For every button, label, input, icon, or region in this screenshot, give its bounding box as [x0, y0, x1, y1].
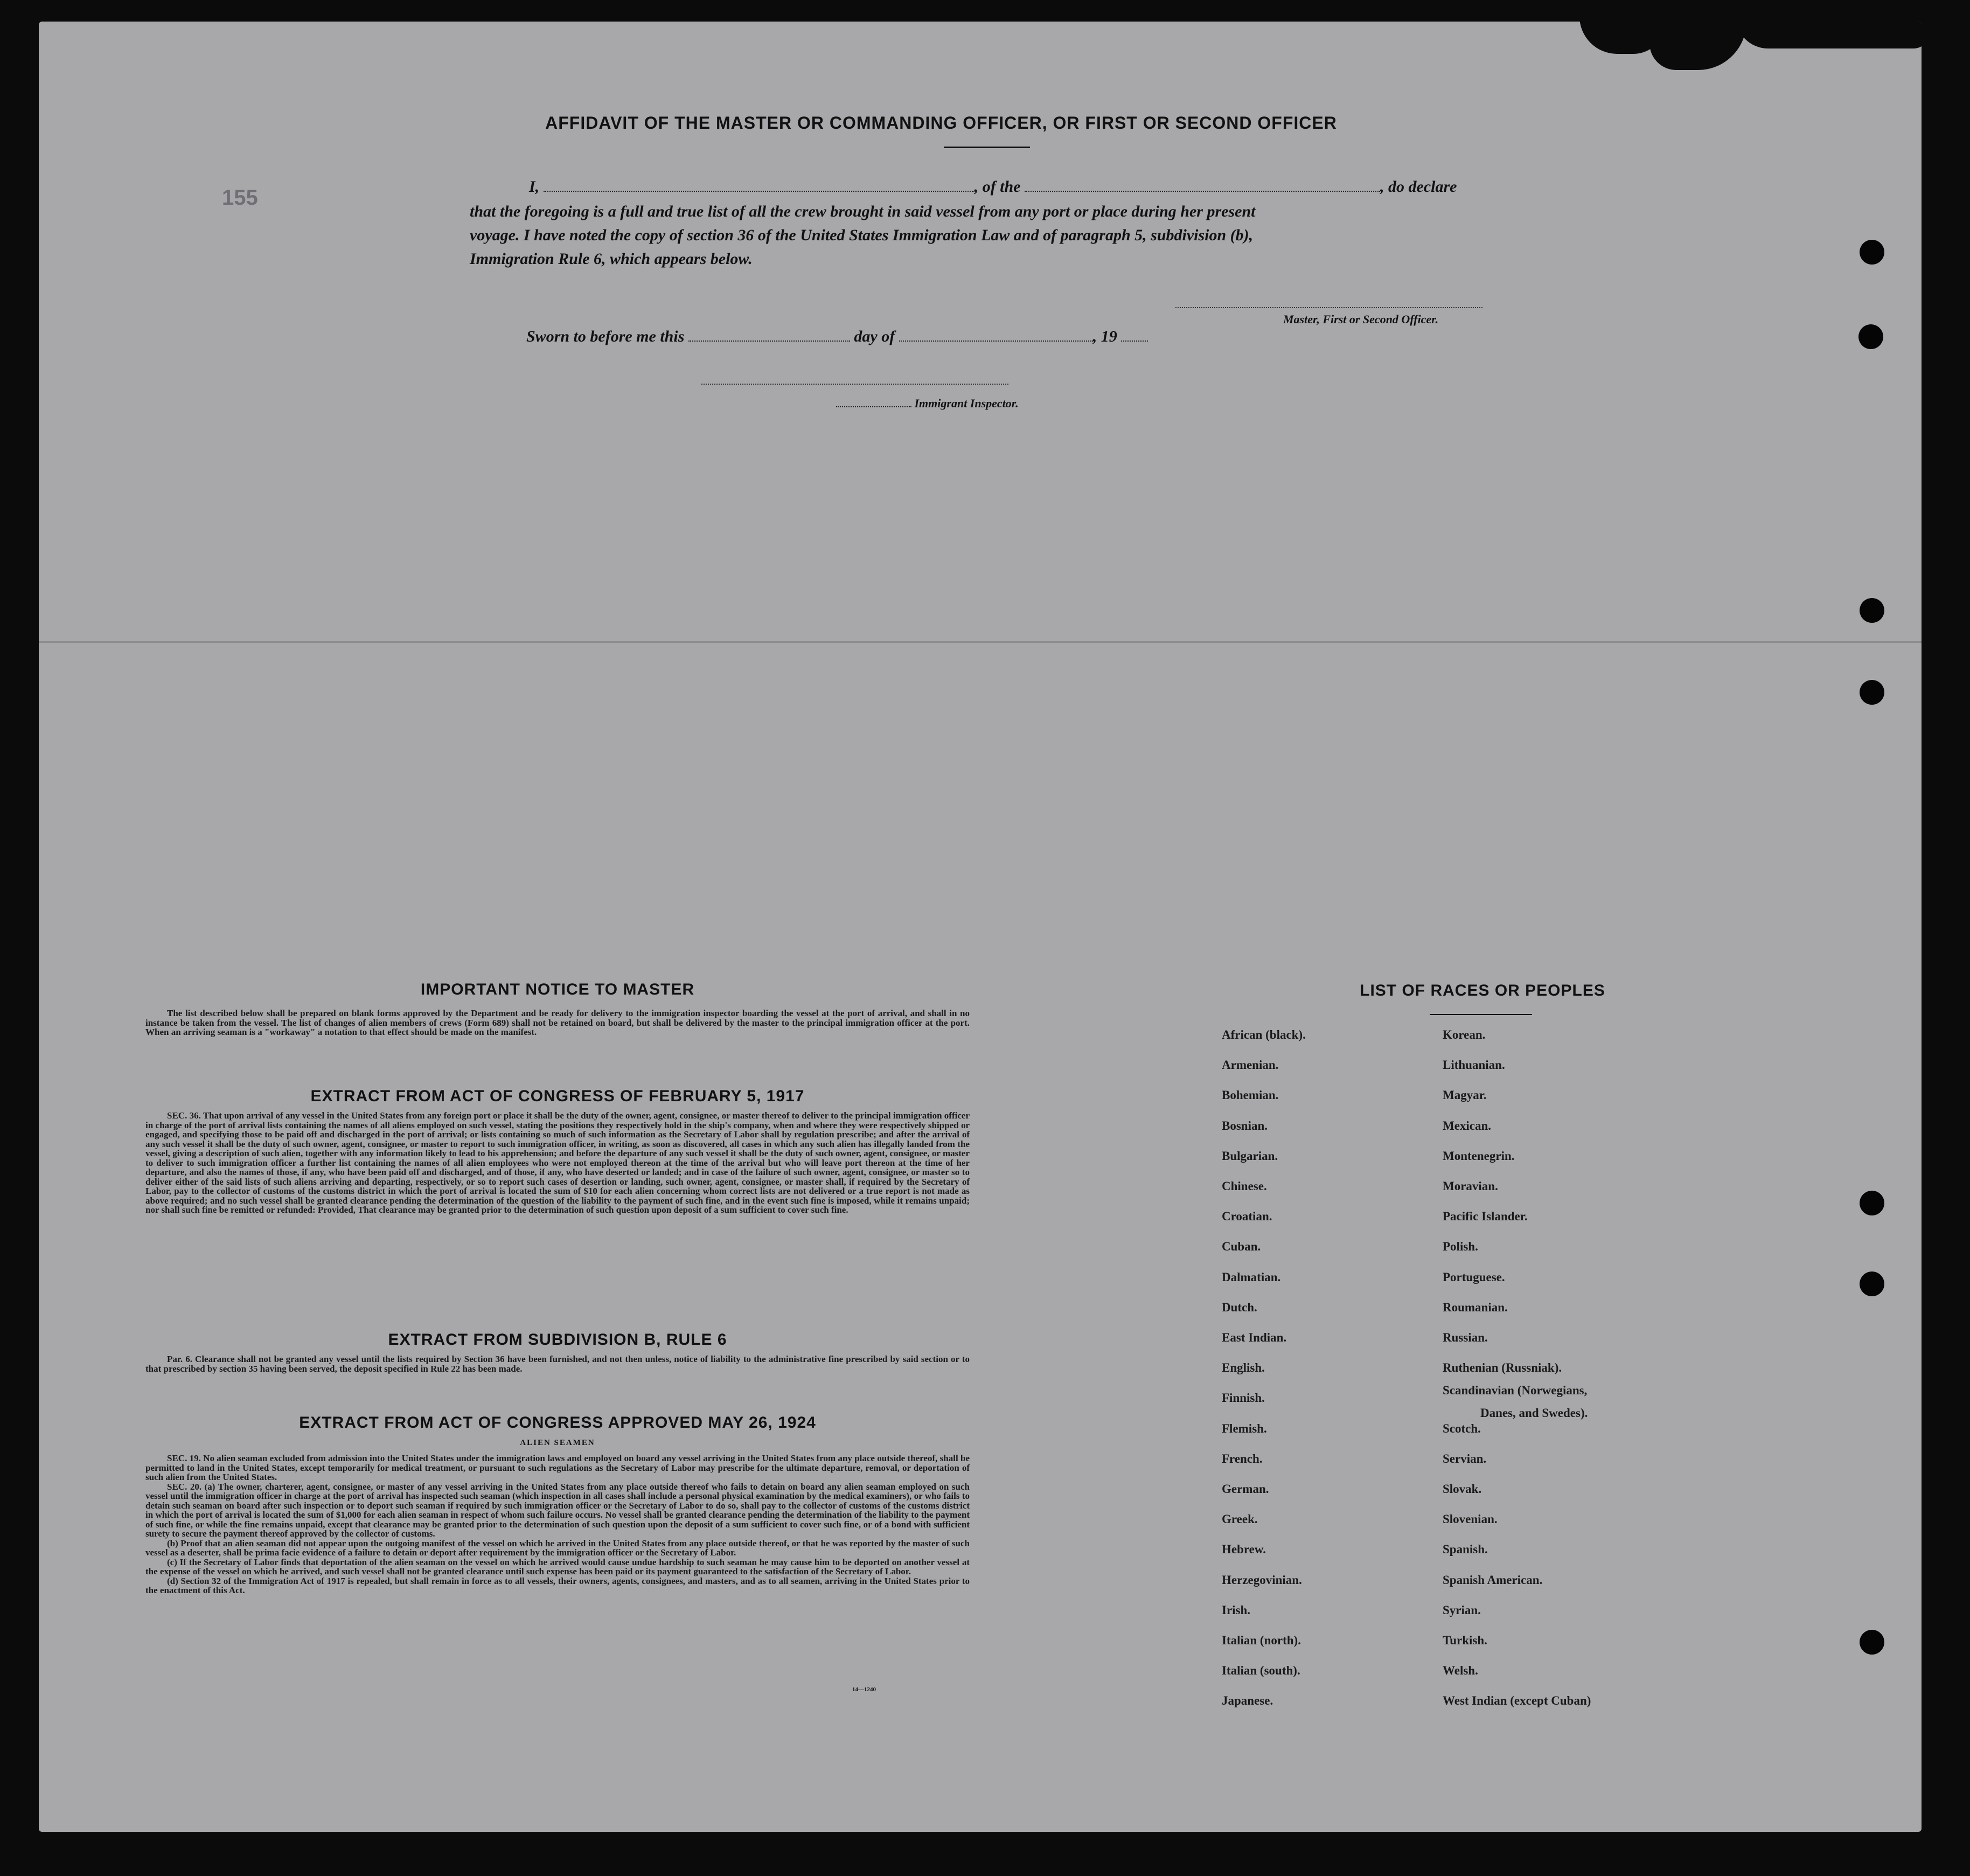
name-blank[interactable] — [544, 179, 974, 192]
race-item: Montenegrin. — [1443, 1149, 1515, 1163]
race-item: Bulgarian. — [1222, 1149, 1278, 1163]
race-item: Syrian. — [1443, 1603, 1481, 1617]
race-item: Greek. — [1222, 1512, 1258, 1526]
torn-corner-3 — [1736, 22, 1922, 48]
sworn-label: Sworn to before me this — [526, 328, 685, 345]
inspector-signature-line[interactable] — [701, 384, 1008, 385]
race-item: Japanese. — [1222, 1694, 1273, 1708]
form-number: 14—1240 — [852, 1686, 876, 1693]
year-blank[interactable] — [1121, 329, 1148, 342]
race-item: Korean. — [1443, 1028, 1486, 1041]
race-item: Welsh. — [1443, 1664, 1478, 1678]
sec19-paragraph: SEC. 19. No alien seaman excluded from admission into the United States under the immigration laws and employed on board any vessel arriving in the United States from any place outside thereof, shall be permitted to land in the United States, except temporarily for medical treatment, or pursuant to such regulations as the Secretary of Labor may prescribe for the ultimate departure, removal, or deportation of such alien from the United States. — [145, 1453, 970, 1482]
sec20c-paragraph: (c) If the Secretary of Labor finds that deportation of the alien seaman on the vessel on which he arrived would cause undue hardship to such seaman he may cause him to be deported on another vessel at the expense of the vessel on which he arrived, and such vessel shall not be granted clearance until such expense has been paid or its payment guaranteed to the satisfaction of the Secretary of Labor. — [145, 1557, 970, 1576]
race-item: Irish. — [1222, 1603, 1251, 1617]
extract-rule6-title: EXTRACT FROM SUBDIVISION B, RULE 6 — [388, 1331, 727, 1349]
day-of-label: day of — [854, 328, 895, 345]
race-item: Cuban. — [1222, 1240, 1261, 1254]
races-title: LIST OF RACES OR PEOPLES — [1360, 982, 1605, 999]
race-item: Scandinavian (Norwegians, — [1443, 1384, 1588, 1398]
races-underline — [1430, 1014, 1532, 1015]
race-item: Slovenian. — [1443, 1512, 1498, 1526]
i-label: I, — [529, 178, 540, 196]
notice-text — [145, 1009, 970, 1037]
race-item: Armenian. — [1222, 1058, 1279, 1072]
binder-hole — [1860, 240, 1884, 265]
race-item: Italian (south). — [1222, 1664, 1300, 1678]
race-item: Bohemian. — [1222, 1088, 1279, 1102]
race-item: Mexican. — [1443, 1118, 1492, 1132]
race-item: Scotch. — [1443, 1421, 1481, 1435]
race-item: Chinese. — [1222, 1179, 1267, 1193]
race-item: East Indian. — [1222, 1331, 1287, 1344]
race-item: English. — [1222, 1361, 1265, 1375]
extract-1924-text — [145, 1454, 970, 1595]
extract-1924-title: EXTRACT FROM ACT OF CONGRESS APPROVED MAY 26, 1924 — [299, 1414, 816, 1432]
notice-paragraph: The list described below shall be prepared on blank forms approved by the Department and be ready for delivery to the immigration inspector boarding the vessel at the port of arrival, and shall in no instance be taken from the vessel. The list of changes of alien members of crews (Form 689) shall not be retained on board, but shall be delivered by the master to the principal immigration officer at the port. When an arriving seaman is a "workaway" a notation to that effect should be made on the manifest. — [145, 1008, 970, 1037]
race-item: German. — [1222, 1482, 1269, 1496]
affidavit-line-2: voyage. I have noted the copy of section 36 of the United States Immigration Law and of paragraph 5, subdivision (b), — [470, 226, 1254, 244]
fold-line — [39, 641, 1922, 643]
race-item: Hebrew. — [1222, 1543, 1266, 1557]
extract-1924-subtitle: ALIEN SEAMEN — [520, 1439, 595, 1447]
race-item: Roumanian. — [1443, 1300, 1508, 1314]
inspector-blank — [836, 400, 911, 407]
race-item: Slovak. — [1443, 1482, 1482, 1496]
form-page — [39, 22, 1922, 1832]
race-item: Bosnian. — [1222, 1118, 1268, 1132]
affidavit-line-3: Immigration Rule 6, which appears below. — [470, 250, 753, 268]
master-signature-label: Master, First or Second Officer. — [1283, 312, 1439, 326]
faded-stamp-number: 155 — [222, 186, 258, 210]
race-item: Dutch. — [1222, 1300, 1257, 1314]
race-item: Pacific Islander. — [1443, 1210, 1528, 1224]
vessel-blank[interactable] — [1025, 179, 1380, 192]
title-underline — [944, 147, 1030, 148]
race-item: Italian (north). — [1222, 1634, 1301, 1647]
race-item: Turkish. — [1443, 1634, 1487, 1647]
race-item: Finnish. — [1222, 1391, 1265, 1405]
month-blank[interactable] — [899, 329, 1093, 342]
affidavit-line-1: that the foregoing is a full and true list of all the crew brought in said vessel from any port or place during her present — [470, 203, 1256, 220]
sec20d-paragraph: (d) Section 32 of the Immigration Act of 1917 is repealed, but shall remain in force as to all vessels, their owners, agents, consignees, and masters, and as to all seamen, arriving in the United States prior to the enactment of this Act. — [145, 1575, 970, 1595]
binder-hole — [1860, 1630, 1884, 1655]
extract-1917-paragraph: SEC. 36. That upon arrival of any vessel in the United States from any foreign port or place it shall be the duty of the owner, agent, consignee, or master thereof to deliver to the principal immigration officer in charge of the port of arrival lists containing the names of all aliens employed on such vessel, stating the positions they respectively hold in the ship's company, when and where they were respectively shipped or engaged, and specifying those to be paid off and discharged in the port of arrival; or lists containing so much of such information as the Secretary of Labor shall by regulation prescribe; and after the arrival of any such vessel it shall be the duty of such owner, agent, consignee, or master to report to such immigration officer, in writing, as soon as discovered, all cases in which any such alien has illegally landed from the vessel, giving a description of such alien, together with any information likely to lead to his apprehension; and before the departure of any such vessel it shall be the duty of such owner, agent, consignee, or master to deliver to such immigration officer a further list containing the names of all alien employees who were not employed thereon at the time of the arrival but who will leave port thereon at the time of her departure, and also the names of those, if any, who have been paid off and discharged, and of those, if any, who have deserted or landed; and in case of the failure of such owner, agent, consignee, or master so to deliver either of the said lists of such aliens arriving and departing, respectively, or so to report such cases of desertion or landing, such owner, agent, consignee, or master shall, if required by the Secretary of Labor, pay to the collector of customs of the customs district in which the port of arrival is located the sum of $10 for each alien concerning whom correct lists are not delivered or a true report is not made as above required; and no such vessel shall be granted clearance pending the determination of the question of the liability to the payment of such fine, and in the event such fine is imposed, while it remains unpaid; nor shall such fine be remitted or refunded: Provided, That clearance may be granted prior to the determination of such question upon deposit of a sum sufficient to cover such fine. — [145, 1110, 970, 1215]
do-declare-label: , do declare — [1380, 178, 1457, 196]
race-item: Flemish. — [1222, 1421, 1267, 1435]
sec20b-paragraph: (b) Proof that an alien seaman did not appear upon the outgoing manifest of the vessel on which he arrived in the United States from any place outside thereof, or that he was reported by the master of such vessel as a deserter, shall be prima facie evidence of a failure to detain or deport after requirement by the immigration officer or the Secretary of Labor. — [145, 1538, 970, 1558]
race-item: Dalmatian. — [1222, 1270, 1281, 1284]
inspector-label: Immigrant Inspector. — [914, 397, 1019, 410]
year-prefix: , 19 — [1092, 328, 1117, 345]
extract-rule6-paragraph: Par. 6. Clearance shall not be granted any vessel until the lists required by Section 36 have been furnished, and not then unless, notice of liability to the administrative fine prescribed by said section or to that prescribed by section 35 having been served, the deposit specified in Rule 22 has been made. — [145, 1354, 970, 1374]
inspector-signature-label — [836, 397, 1019, 411]
sec20a-paragraph: SEC. 20. (a) The owner, charterer, agent, consignee, or master of any vessel arriving in the United States from any place outside thereof who fails to detain on board any alien seaman employed on such vessel until the immigration officer in charge at the port of arrival has inspected such seaman (which inspection in all cases shall include a personal physical examination by the medical examiners), or who fails to detain such seaman on board after such inspection or to deport such seaman if required by such immigration officer or the Secretary of Labor to do so, shall pay to the collector of customs of the customs district in which the port of arrival is located the sum of $1,000 for each alien seaman in respect of whom such failure occurs. No vessel shall be granted clearance pending the determination of the liability to the payment of such fine, or while the fine remains unpaid, except that clearance may be granted prior to the determination of such question upon the deposit of a sum sufficient to cover such fine, or of a bond with sufficient surety to secure the payment thereof approved by the collector of customs. — [145, 1481, 970, 1539]
affidavit-title: AFFIDAVIT OF THE MASTER OR COMMANDING OFFICER, OR FIRST OR SECOND OFFICER — [545, 113, 1337, 133]
binder-hole — [1860, 1271, 1884, 1296]
race-item: Spanish. — [1443, 1543, 1488, 1557]
race-item: Spanish American. — [1443, 1573, 1543, 1587]
race-item: African (black). — [1222, 1028, 1306, 1041]
binder-hole — [1860, 598, 1884, 623]
race-item: Servian. — [1443, 1451, 1487, 1465]
race-item: Portuguese. — [1443, 1270, 1505, 1284]
race-item: Magyar. — [1443, 1088, 1487, 1102]
race-item: Russian. — [1443, 1331, 1488, 1344]
day-blank[interactable] — [688, 329, 850, 342]
binder-hole — [1860, 680, 1884, 705]
binder-hole — [1860, 1191, 1884, 1215]
race-item: Moravian. — [1443, 1179, 1498, 1193]
affidavit-declaration-line — [529, 178, 1457, 196]
extract-1917-text — [145, 1111, 970, 1215]
race-item: West Indian (except Cuban) — [1443, 1694, 1591, 1708]
race-item: Croatian. — [1222, 1210, 1272, 1224]
race-item: Herzegovinian. — [1222, 1573, 1302, 1587]
notice-title: IMPORTANT NOTICE TO MASTER — [420, 981, 695, 998]
binder-hole — [1858, 324, 1883, 349]
extract-1917-title: EXTRACT FROM ACT OF CONGRESS OF FEBRUARY 5, 1917 — [310, 1087, 805, 1105]
extract-rule6-text — [145, 1354, 970, 1373]
race-item: Lithuanian. — [1443, 1058, 1505, 1072]
race-item: Ruthenian (Russniak). — [1443, 1361, 1562, 1375]
of-the-label: , of the — [974, 178, 1021, 196]
torn-corner-2 — [1649, 22, 1746, 70]
sworn-line — [526, 328, 1148, 346]
race-item: Polish. — [1443, 1240, 1478, 1254]
master-signature-line[interactable] — [1175, 307, 1482, 308]
race-item: French. — [1222, 1451, 1263, 1465]
race-scandinavian-cont: Danes, and Swedes). — [1480, 1406, 1588, 1420]
